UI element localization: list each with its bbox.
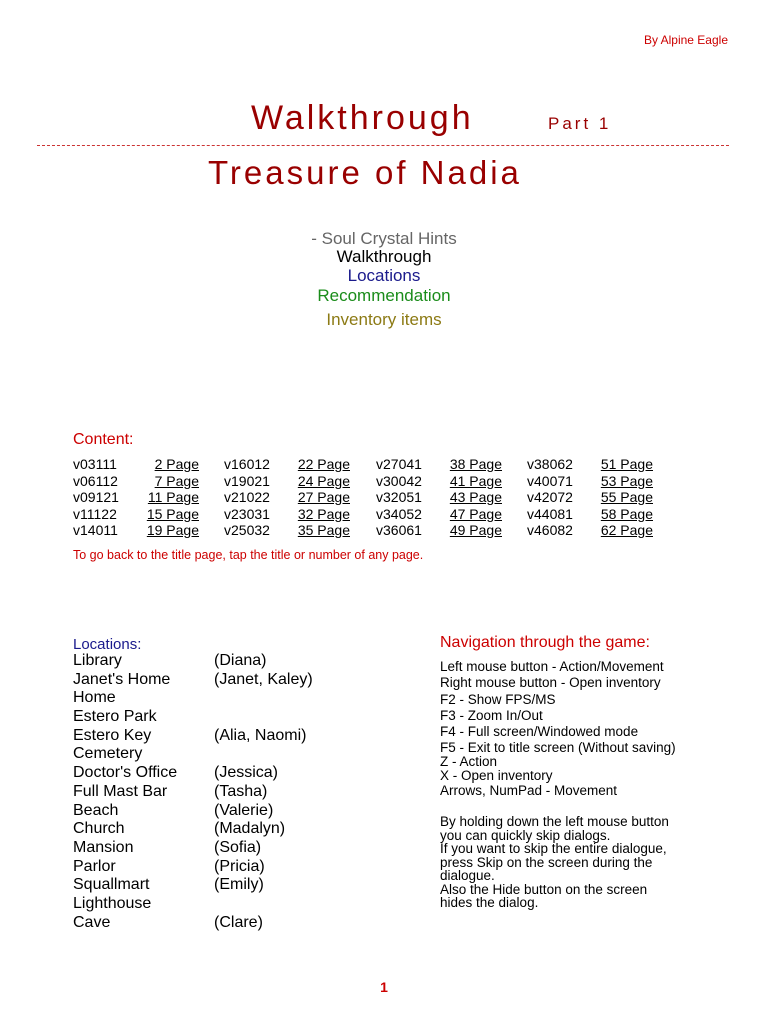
page-link[interactable]: 35 Page — [297, 522, 350, 538]
locations-heading: Locations: — [73, 636, 142, 653]
location-name: Squallmart — [73, 876, 150, 894]
toc-column — [224, 456, 350, 539]
page-link[interactable]: 2 Page — [154, 456, 199, 472]
skip-dialog-tips — [440, 815, 740, 910]
page-number: 1 — [380, 979, 388, 995]
version-code: v23031 — [224, 505, 270, 522]
location-name: Estero Park — [73, 708, 157, 726]
page-link[interactable]: 11 Page — [147, 489, 199, 505]
game-title[interactable]: Treasure of Nadia — [208, 154, 522, 191]
location-characters: (Valerie) — [214, 801, 274, 819]
page-link[interactable]: 24 Page — [297, 472, 350, 489]
toc-row — [527, 489, 653, 506]
control-line: F4 - Full screen/Windowed mode — [440, 724, 639, 740]
version-code: v06112 — [73, 472, 118, 489]
version-code: v21022 — [224, 489, 270, 505]
toc-row — [527, 522, 653, 539]
page-link[interactable]: 15 Page — [146, 505, 199, 522]
location-characters: (Diana) — [214, 652, 267, 669]
tip-line: Also the Hide button on the screen — [440, 881, 648, 897]
page-link[interactable]: 51 Page — [600, 456, 653, 472]
title-divider — [37, 145, 729, 146]
location-name: Estero Key — [73, 726, 152, 744]
version-code: v36061 — [376, 522, 422, 538]
location-characters: (Alia, Naomi) — [214, 726, 307, 744]
version-code: v34052 — [376, 505, 422, 522]
toc-row — [376, 473, 502, 490]
toc-column — [527, 456, 653, 539]
page-link[interactable]: 47 Page — [449, 505, 502, 522]
tip-line: dialogue. — [440, 868, 495, 883]
control-line: Left mouse button - Action/Movement — [440, 659, 664, 674]
version-code: v40071 — [527, 472, 573, 489]
page-link[interactable]: 49 Page — [449, 522, 502, 538]
page-title[interactable]: Walkthrough — [251, 99, 474, 137]
location-name: Beach — [73, 801, 119, 819]
page-link[interactable]: 43 Page — [449, 489, 502, 505]
location-name: Cave — [73, 913, 111, 931]
version-code: v19021 — [224, 472, 270, 489]
version-code: v25032 — [224, 522, 270, 538]
author-credit: By Alpine Eagle — [643, 33, 728, 47]
toc-row — [224, 473, 350, 490]
menu-recommendation[interactable]: Recommendation — [317, 286, 451, 305]
toc-row — [224, 506, 350, 523]
version-code: v03111 — [73, 456, 117, 472]
location-name: Full Mast Bar — [73, 782, 168, 800]
content-heading: Content: — [73, 431, 134, 448]
location-name: Home — [73, 689, 116, 707]
version-code: v38062 — [527, 456, 573, 472]
control-line: X - Open inventory — [440, 768, 553, 784]
toc-column — [376, 456, 502, 539]
toc-row — [73, 489, 199, 506]
menu-inventory-items[interactable]: Inventory items — [326, 310, 442, 329]
control-line: Arrows, NumPad - Movement — [440, 783, 618, 799]
page-link[interactable]: 22 Page — [297, 456, 350, 472]
toc-row — [224, 489, 350, 506]
location-characters: (Sofia) — [214, 838, 262, 856]
tip-line: press Skip on the screen during the — [440, 854, 653, 870]
toc-row — [73, 473, 199, 490]
page-link[interactable]: 7 Page — [154, 472, 199, 489]
tip-line: hides the dialog. — [440, 895, 539, 910]
page-link[interactable]: 62 Page — [600, 522, 653, 538]
toc-row — [527, 456, 653, 473]
version-code: v32051 — [376, 489, 422, 505]
toc-column — [73, 456, 199, 539]
control-line: Z - Action — [440, 754, 498, 770]
tip-line: If you want to skip the entire dialogue, — [440, 841, 667, 856]
toc-row — [376, 489, 502, 506]
page-link[interactable]: 19 Page — [146, 522, 199, 538]
page-link[interactable]: 38 Page — [449, 456, 502, 472]
version-code: v42072 — [527, 489, 573, 505]
page-link[interactable]: 55 Page — [600, 489, 653, 505]
location-characters: (Jessica) — [214, 764, 279, 782]
toc-row — [73, 522, 199, 539]
version-code: v30042 — [376, 472, 422, 489]
page-link[interactable]: 27 Page — [297, 489, 350, 505]
location-name: Library — [73, 652, 122, 669]
control-line: Right mouse button - Open inventory — [440, 675, 661, 691]
location-name: Cemetery — [73, 745, 143, 763]
page-link[interactable]: 53 Page — [600, 472, 653, 489]
location-name: Doctor's Office — [73, 764, 178, 782]
version-code: v46082 — [527, 522, 573, 538]
location-characters: (Janet, Kaley) — [214, 670, 313, 688]
tip-line: By holding down the left mouse button — [440, 814, 669, 829]
location-characters: (Pricia) — [214, 857, 265, 875]
part-label: Part 1 — [548, 114, 612, 133]
location-characters: (Tasha) — [214, 782, 268, 800]
navigation-heading: Navigation through the game: — [440, 634, 650, 651]
control-line: F5 - Exit to title screen (Without saving) — [440, 740, 676, 756]
location-name: Parlor — [73, 857, 116, 875]
version-code: v14011 — [73, 522, 118, 538]
location-name: Church — [73, 820, 125, 838]
toc-row — [73, 506, 199, 523]
toc-row — [376, 506, 502, 523]
page-link[interactable]: 41 Page — [449, 472, 502, 489]
location-characters: (Madalyn) — [214, 820, 286, 838]
control-line: F2 - Show FPS/MS — [440, 691, 556, 707]
location-name: Janet's Home — [73, 670, 171, 688]
toc-row — [376, 456, 502, 473]
menu-locations[interactable]: Locations — [347, 266, 421, 285]
version-code: v27041 — [376, 456, 422, 472]
menu-walkthrough[interactable]: Walkthrough — [336, 247, 432, 266]
back-to-title-note: To go back to the title page, tap the title or number of any page. — [73, 548, 424, 562]
version-code: v09121 — [73, 489, 119, 505]
version-code: v16012 — [224, 456, 270, 472]
menu-soul-crystal-hints[interactable]: - Soul Crystal Hints — [311, 229, 457, 248]
location-characters: (Clare) — [214, 913, 263, 931]
toc-row — [224, 456, 350, 473]
version-code: v11122 — [73, 505, 117, 522]
toc-row — [224, 522, 350, 539]
tip-line: you can quickly skip dialogs. — [440, 827, 611, 843]
controls-list — [440, 659, 676, 800]
location-characters: (Emily) — [214, 876, 264, 894]
toc-row — [527, 473, 653, 490]
version-code: v44081 — [527, 505, 573, 522]
page-link[interactable]: 58 Page — [600, 505, 653, 522]
toc-row — [73, 456, 199, 473]
location-name: Lighthouse — [73, 894, 152, 912]
toc-row — [527, 506, 653, 523]
control-line: F3 - Zoom In/Out — [440, 707, 543, 723]
location-name: Mansion — [73, 838, 134, 856]
toc-row — [376, 522, 502, 539]
page-link[interactable]: 32 Page — [297, 505, 350, 522]
